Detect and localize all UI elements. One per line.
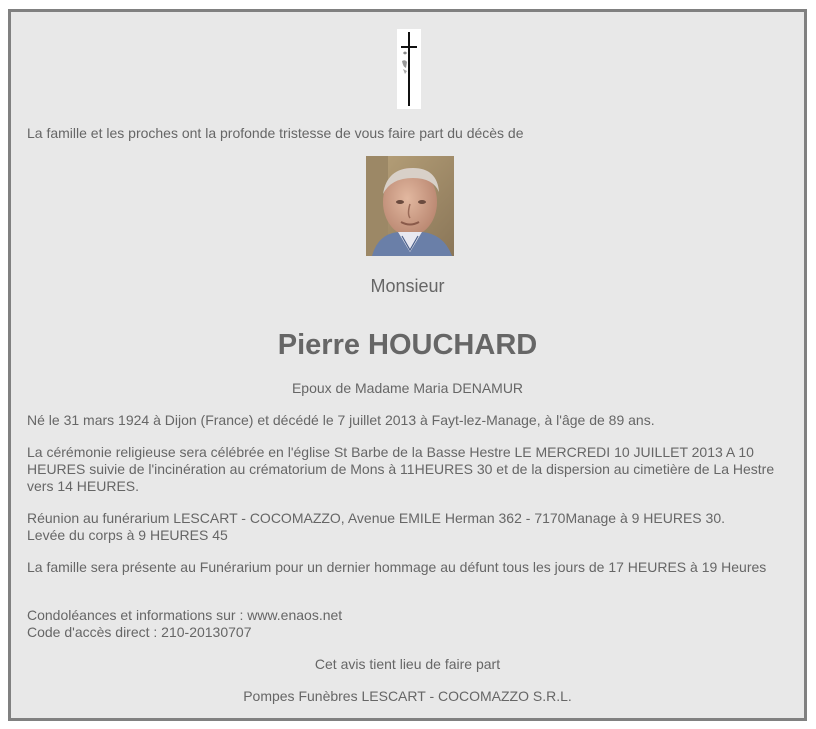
spouse-text: Epoux de Madame Maria DENAMUR xyxy=(291,380,524,396)
ceremony-text: La cérémonie religieuse sera célébrée en l'église St Barbe de la Basse Hestre LE MERCREDI 10 JUILLET 2013 A 10 HEURES suivie de l'incinération au crématorium de Mons à 11HEURES 30 et de la dispersion au cimetière de La Hestre vers 14 HEURES. xyxy=(27,444,775,494)
levee-text: Levée du corps à 9 HEURES 45 xyxy=(27,527,228,543)
intro-text: La famille et les proches ont la profonde tristesse de vous faire part du décès de xyxy=(27,125,524,141)
access-code-text: Code d'accès direct : 210-20130707 xyxy=(27,624,252,640)
portrait-photo xyxy=(366,156,454,256)
funeral-home-text: Pompes Funèbres LESCART - COCOMAZZO S.R.L. xyxy=(243,688,572,704)
salutation: Monsieur xyxy=(370,276,445,296)
reunion-text: Réunion au funérarium LESCART - COCOMAZZO, Avenue EMILE Herman 362 - 7170Manage à 9 HEURES 30. xyxy=(27,510,725,526)
notice-text: Cet avis tient lieu de faire part xyxy=(314,656,501,672)
birth-death-text: Né le 31 mars 1924 à Dijon (France) et décédé le 7 juillet 2013 à Fayt-lez-Manage, à l'âge de 89 ans. xyxy=(27,412,655,428)
cross-icon xyxy=(397,29,421,109)
family-presence-text: La famille sera présente au Funérarium pour un dernier hommage au défunt tous les jours de 17 HEURES à 19 Heures xyxy=(27,559,767,575)
obituary-card xyxy=(8,9,807,721)
condolences-text: Condoléances et informations sur : www.enaos.net xyxy=(27,607,343,623)
deceased-name: Pierre HOUCHARD xyxy=(277,329,538,361)
